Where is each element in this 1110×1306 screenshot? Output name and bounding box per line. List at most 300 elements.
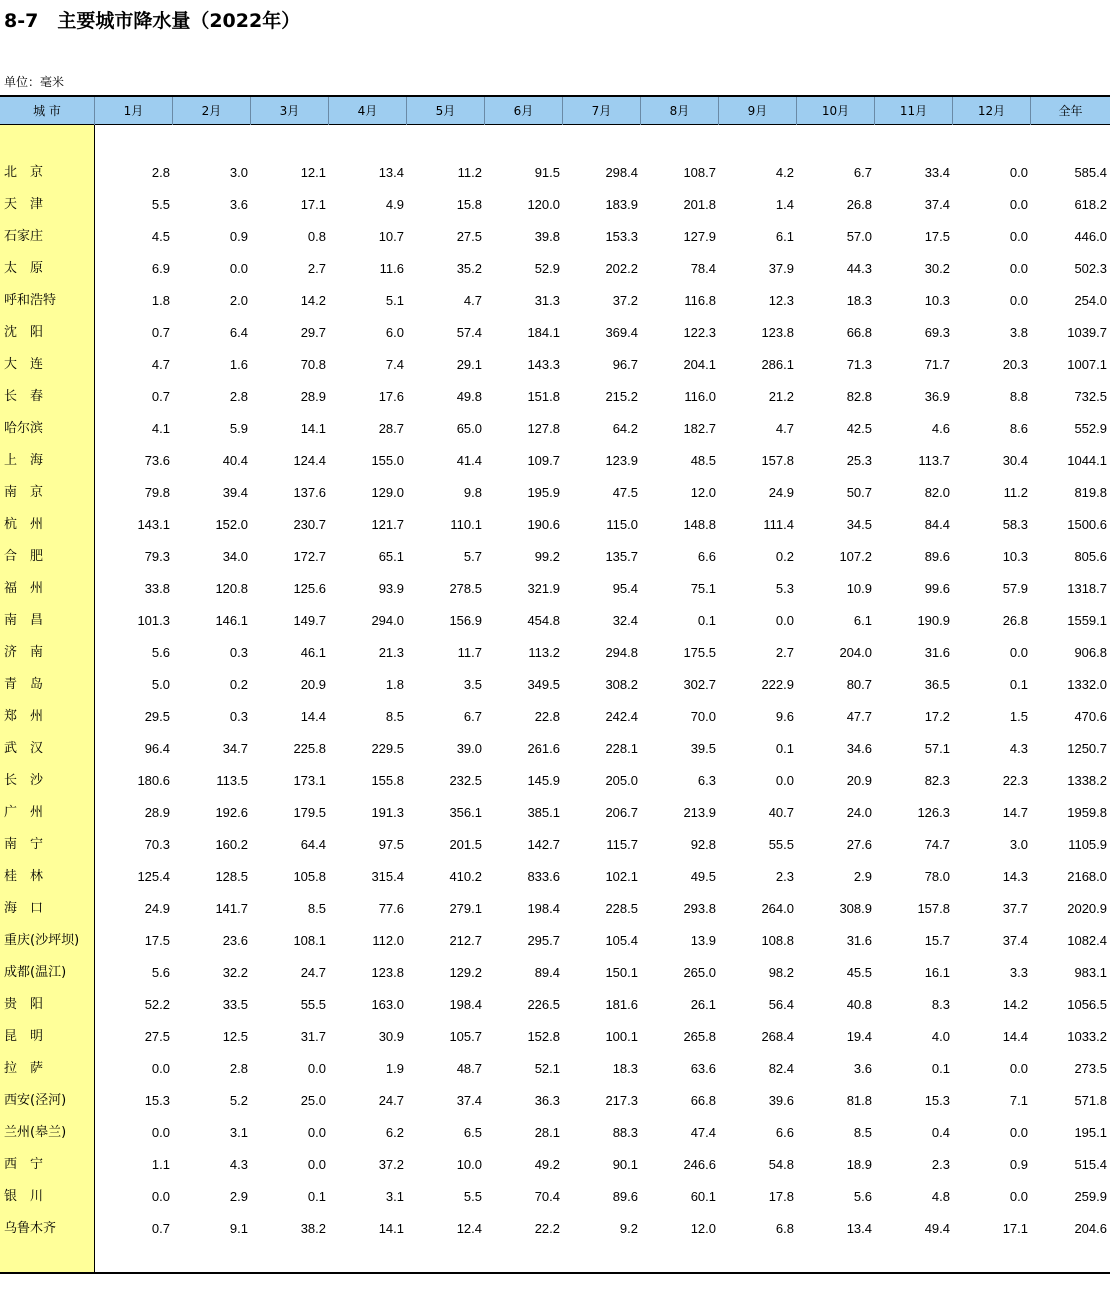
- monthly-value-cell: 57.4: [456, 325, 482, 340]
- header-month: 4月: [329, 97, 407, 125]
- monthly-value-cell: 1.1: [151, 1157, 170, 1172]
- table-row: [0, 1053, 1110, 1085]
- city-name: 拉 萨: [4, 1061, 44, 1076]
- monthly-value-cell: 198.4: [527, 901, 560, 916]
- table-row: [0, 733, 1110, 765]
- monthly-value-cell: 175.5: [683, 645, 716, 660]
- monthly-value-cell: 6.7: [853, 165, 872, 180]
- monthly-value-cell: 454.8: [527, 613, 560, 628]
- monthly-value-cell: 265.8: [683, 1029, 716, 1044]
- monthly-value-cell: 142.7: [527, 837, 560, 852]
- monthly-value-cell: 4.5: [151, 229, 170, 244]
- monthly-value-cell: 14.3: [1002, 869, 1028, 884]
- monthly-value-cell: 0.1: [307, 1189, 326, 1204]
- table-row: [0, 285, 1110, 317]
- annual-total-cell: 204.6: [1074, 1221, 1107, 1236]
- monthly-value-cell: 31.3: [534, 293, 560, 308]
- monthly-value-cell: 2.7: [307, 261, 326, 276]
- monthly-value-cell: 91.5: [534, 165, 560, 180]
- monthly-value-cell: 116.8: [684, 293, 716, 308]
- monthly-value-cell: 149.7: [293, 613, 326, 628]
- monthly-value-cell: 27.5: [456, 229, 482, 244]
- table-row: [0, 669, 1110, 701]
- monthly-value-cell: 36.5: [924, 677, 950, 692]
- table-row: [0, 221, 1110, 253]
- precipitation-table: [0, 95, 1110, 125]
- monthly-value-cell: 0.7: [151, 1221, 170, 1236]
- monthly-value-cell: 242.4: [605, 709, 638, 724]
- monthly-value-cell: 52.1: [534, 1061, 560, 1076]
- monthly-value-cell: 222.9: [761, 677, 794, 692]
- monthly-value-cell: 116.0: [684, 389, 716, 404]
- monthly-value-cell: 172.7: [293, 549, 326, 564]
- monthly-value-cell: 18.3: [846, 293, 872, 308]
- monthly-value-cell: 37.4: [1002, 933, 1028, 948]
- monthly-value-cell: 286.1: [761, 357, 794, 372]
- table-row: [0, 1213, 1110, 1245]
- table-row: [0, 829, 1110, 861]
- monthly-value-cell: 105.7: [449, 1029, 482, 1044]
- header-month: 10月: [797, 97, 875, 125]
- monthly-value-cell: 5.9: [229, 421, 248, 436]
- monthly-value-cell: 152.0: [215, 517, 248, 532]
- header-month: 12月: [953, 97, 1031, 125]
- monthly-value-cell: 7.1: [1009, 1093, 1028, 1108]
- monthly-value-cell: 204.0: [839, 645, 872, 660]
- monthly-value-cell: 22.8: [534, 709, 560, 724]
- monthly-value-cell: 110.1: [450, 517, 482, 532]
- monthly-value-cell: 195.9: [527, 485, 560, 500]
- monthly-value-cell: 105.4: [605, 933, 638, 948]
- annual-total-cell: 1082.4: [1067, 933, 1107, 948]
- monthly-value-cell: 8.5: [853, 1125, 872, 1140]
- monthly-value-cell: 4.7: [151, 357, 170, 372]
- annual-total-cell: 1500.6: [1067, 517, 1107, 532]
- monthly-value-cell: 202.2: [605, 261, 638, 276]
- monthly-value-cell: 5.7: [463, 549, 482, 564]
- monthly-value-cell: 49.2: [534, 1157, 560, 1172]
- monthly-value-cell: 33.4: [924, 165, 950, 180]
- monthly-value-cell: 2.9: [229, 1189, 248, 1204]
- table-row: [0, 317, 1110, 349]
- annual-total-cell: 515.4: [1074, 1157, 1107, 1172]
- monthly-value-cell: 3.1: [385, 1189, 404, 1204]
- monthly-value-cell: 5.6: [151, 965, 170, 980]
- monthly-value-cell: 14.4: [300, 709, 326, 724]
- monthly-value-cell: 0.0: [1009, 645, 1028, 660]
- monthly-value-cell: 115.7: [606, 837, 638, 852]
- monthly-value-cell: 56.4: [768, 997, 794, 1012]
- monthly-value-cell: 30.2: [924, 261, 950, 276]
- monthly-value-cell: 17.1: [1002, 1221, 1028, 1236]
- monthly-value-cell: 8.5: [307, 901, 326, 916]
- monthly-value-cell: 181.6: [605, 997, 638, 1012]
- monthly-value-cell: 81.8: [846, 1093, 872, 1108]
- monthly-value-cell: 6.5: [463, 1125, 482, 1140]
- monthly-value-cell: 6.3: [697, 773, 716, 788]
- monthly-value-cell: 18.9: [846, 1157, 872, 1172]
- monthly-value-cell: 113.5: [216, 773, 248, 788]
- monthly-value-cell: 246.6: [683, 1157, 716, 1172]
- monthly-value-cell: 0.0: [1009, 197, 1028, 212]
- monthly-value-cell: 356.1: [449, 805, 482, 820]
- monthly-value-cell: 49.8: [456, 389, 482, 404]
- annual-total-cell: 1318.7: [1067, 581, 1107, 596]
- header-month: 5月: [407, 97, 485, 125]
- monthly-value-cell: 1.6: [229, 357, 248, 372]
- monthly-value-cell: 17.5: [144, 933, 170, 948]
- monthly-value-cell: 308.9: [839, 901, 872, 916]
- monthly-value-cell: 9.2: [619, 1221, 638, 1236]
- monthly-value-cell: 78.0: [924, 869, 950, 884]
- monthly-value-cell: 4.9: [385, 197, 404, 212]
- monthly-value-cell: 82.4: [768, 1061, 794, 1076]
- monthly-value-cell: 6.8: [775, 1221, 794, 1236]
- monthly-value-cell: 90.1: [612, 1157, 638, 1172]
- monthly-value-cell: 151.8: [527, 389, 560, 404]
- annual-total-cell: 2168.0: [1067, 869, 1107, 884]
- monthly-value-cell: 35.2: [456, 261, 482, 276]
- monthly-value-cell: 124.4: [293, 453, 326, 468]
- monthly-value-cell: 0.9: [229, 229, 248, 244]
- monthly-value-cell: 57.9: [1002, 581, 1028, 596]
- monthly-value-cell: 28.7: [378, 421, 404, 436]
- monthly-value-cell: 48.7: [456, 1061, 482, 1076]
- annual-total-cell: 1033.2: [1067, 1029, 1107, 1044]
- monthly-value-cell: 74.7: [924, 837, 950, 852]
- monthly-value-cell: 65.0: [456, 421, 482, 436]
- table-row: [0, 765, 1110, 797]
- monthly-value-cell: 49.5: [690, 869, 716, 884]
- city-name: 广 州: [4, 805, 44, 820]
- city-name: 石家庄: [4, 229, 44, 244]
- monthly-value-cell: 0.8: [307, 229, 326, 244]
- monthly-value-cell: 0.0: [1009, 293, 1028, 308]
- monthly-value-cell: 82.8: [846, 389, 872, 404]
- monthly-value-cell: 24.9: [768, 485, 794, 500]
- monthly-value-cell: 173.1: [293, 773, 326, 788]
- table-row: [0, 989, 1110, 1021]
- monthly-value-cell: 0.0: [151, 1061, 170, 1076]
- monthly-value-cell: 47.4: [690, 1125, 716, 1140]
- monthly-value-cell: 2.8: [151, 165, 170, 180]
- monthly-value-cell: 52.9: [534, 261, 560, 276]
- monthly-value-cell: 201.5: [449, 837, 482, 852]
- monthly-value-cell: 11.7: [457, 645, 482, 660]
- monthly-value-cell: 12.0: [690, 485, 716, 500]
- monthly-value-cell: 27.5: [144, 1029, 170, 1044]
- annual-total-cell: 502.3: [1074, 261, 1107, 276]
- monthly-value-cell: 157.8: [917, 901, 950, 916]
- monthly-value-cell: 1.5: [1009, 709, 1028, 724]
- monthly-value-cell: 18.3: [612, 1061, 638, 1076]
- monthly-value-cell: 24.7: [300, 965, 326, 980]
- monthly-value-cell: 13.4: [846, 1221, 872, 1236]
- monthly-value-cell: 17.6: [378, 389, 404, 404]
- monthly-value-cell: 65.1: [378, 549, 404, 564]
- city-name: 福 州: [4, 581, 44, 596]
- table-row: [0, 157, 1110, 189]
- annual-total-cell: 1007.1: [1067, 357, 1107, 372]
- table-header: [0, 95, 1110, 125]
- monthly-value-cell: 44.3: [846, 261, 872, 276]
- monthly-value-cell: 146.1: [215, 613, 248, 628]
- table-row: [0, 1149, 1110, 1181]
- monthly-value-cell: 32.4: [612, 613, 638, 628]
- monthly-value-cell: 0.7: [151, 325, 170, 340]
- monthly-value-cell: 73.6: [144, 453, 170, 468]
- monthly-value-cell: 125.6: [293, 581, 326, 596]
- monthly-value-cell: 96.4: [144, 741, 170, 756]
- table-row: [0, 573, 1110, 605]
- city-name: 西 宁: [4, 1157, 44, 1172]
- monthly-value-cell: 11.2: [1003, 485, 1028, 500]
- monthly-value-cell: 6.1: [775, 229, 794, 244]
- monthly-value-cell: 38.2: [300, 1221, 326, 1236]
- monthly-value-cell: 17.8: [768, 1189, 794, 1204]
- monthly-value-cell: 49.4: [924, 1221, 950, 1236]
- monthly-value-cell: 2.8: [229, 389, 248, 404]
- annual-total-cell: 259.9: [1074, 1189, 1107, 1204]
- city-name: 呼和浩特: [4, 293, 57, 308]
- monthly-value-cell: 88.3: [612, 1125, 638, 1140]
- monthly-value-cell: 70.4: [534, 1189, 560, 1204]
- monthly-value-cell: 137.6: [293, 485, 326, 500]
- city-name: 桂 林: [4, 869, 44, 884]
- monthly-value-cell: 30.4: [1002, 453, 1028, 468]
- city-name: 长 春: [4, 389, 44, 404]
- monthly-value-cell: 15.7: [924, 933, 950, 948]
- city-name: 杭 州: [4, 517, 44, 532]
- monthly-value-cell: 0.0: [775, 613, 794, 628]
- monthly-value-cell: 37.4: [456, 1093, 482, 1108]
- monthly-value-cell: 79.8: [144, 485, 170, 500]
- monthly-value-cell: 45.5: [846, 965, 872, 980]
- monthly-value-cell: 5.3: [775, 581, 794, 596]
- monthly-value-cell: 64.4: [300, 837, 326, 852]
- header-month: 3月: [251, 97, 329, 125]
- monthly-value-cell: 321.9: [527, 581, 560, 596]
- monthly-value-cell: 12.1: [300, 165, 326, 180]
- monthly-value-cell: 4.7: [775, 421, 794, 436]
- header-month: 1月: [95, 97, 173, 125]
- monthly-value-cell: 268.4: [761, 1029, 794, 1044]
- monthly-value-cell: 0.1: [775, 741, 794, 756]
- monthly-value-cell: 0.0: [1009, 229, 1028, 244]
- annual-total-cell: 1039.7: [1067, 325, 1107, 340]
- table-body: [0, 125, 1110, 1273]
- monthly-value-cell: 30.9: [378, 1029, 404, 1044]
- monthly-value-cell: 212.7: [449, 933, 482, 948]
- monthly-value-cell: 6.6: [775, 1125, 794, 1140]
- monthly-value-cell: 60.1: [690, 1189, 716, 1204]
- monthly-value-cell: 6.7: [463, 709, 482, 724]
- monthly-value-cell: 33.5: [222, 997, 248, 1012]
- monthly-value-cell: 111.4: [763, 517, 794, 532]
- city-name: 南 昌: [4, 613, 44, 628]
- monthly-value-cell: 0.3: [229, 709, 248, 724]
- monthly-value-cell: 39.0: [456, 741, 482, 756]
- table-row: [0, 1117, 1110, 1149]
- monthly-value-cell: 264.0: [761, 901, 794, 916]
- monthly-value-cell: 52.2: [144, 997, 170, 1012]
- monthly-value-cell: 20.9: [300, 677, 326, 692]
- monthly-value-cell: 1.9: [385, 1061, 404, 1076]
- header-month: 全年: [1058, 104, 1083, 118]
- annual-total-cell: 571.8: [1074, 1093, 1107, 1108]
- monthly-value-cell: 294.8: [605, 645, 638, 660]
- monthly-value-cell: 9.8: [463, 485, 482, 500]
- monthly-value-cell: 31.7: [300, 1029, 326, 1044]
- monthly-value-cell: 265.0: [683, 965, 716, 980]
- annual-total-cell: 195.1: [1074, 1125, 1107, 1140]
- monthly-value-cell: 206.7: [605, 805, 638, 820]
- annual-total-cell: 1559.1: [1067, 613, 1107, 628]
- monthly-value-cell: 10.0: [456, 1157, 482, 1172]
- monthly-value-cell: 0.2: [229, 677, 248, 692]
- monthly-value-cell: 4.1: [151, 421, 170, 436]
- monthly-value-cell: 93.9: [378, 581, 404, 596]
- table-row: [0, 957, 1110, 989]
- city-name: 合 肥: [4, 549, 44, 564]
- monthly-value-cell: 225.8: [293, 741, 326, 756]
- monthly-value-cell: 315.4: [371, 869, 404, 884]
- monthly-value-cell: 123.9: [605, 453, 638, 468]
- monthly-value-cell: 12.4: [456, 1221, 482, 1236]
- monthly-value-cell: 232.5: [449, 773, 482, 788]
- monthly-value-cell: 12.3: [768, 293, 794, 308]
- city-name: 哈尔滨: [4, 421, 44, 436]
- monthly-value-cell: 37.4: [924, 197, 950, 212]
- monthly-value-cell: 2.3: [775, 869, 794, 884]
- monthly-value-cell: 5.5: [463, 1189, 482, 1204]
- monthly-value-cell: 2.7: [775, 645, 794, 660]
- monthly-value-cell: 127.8: [527, 421, 560, 436]
- annual-total-cell: 552.9: [1074, 421, 1107, 436]
- monthly-value-cell: 13.4: [378, 165, 404, 180]
- monthly-value-cell: 98.2: [768, 965, 794, 980]
- monthly-value-cell: 0.1: [697, 613, 716, 628]
- monthly-value-cell: 33.8: [144, 581, 170, 596]
- monthly-value-cell: 156.9: [449, 613, 482, 628]
- monthly-value-cell: 11.2: [457, 165, 482, 180]
- monthly-value-cell: 190.9: [917, 613, 950, 628]
- monthly-value-cell: 15.3: [924, 1093, 950, 1108]
- monthly-value-cell: 39.5: [690, 741, 716, 756]
- monthly-value-cell: 37.2: [612, 293, 638, 308]
- monthly-value-cell: 97.5: [378, 837, 404, 852]
- monthly-value-cell: 6.1: [853, 613, 872, 628]
- monthly-value-cell: 20.9: [846, 773, 872, 788]
- annual-total-cell: 906.8: [1074, 645, 1107, 660]
- monthly-value-cell: 34.7: [222, 741, 248, 756]
- monthly-value-cell: 107.2: [839, 549, 872, 564]
- monthly-value-cell: 15.3: [144, 1093, 170, 1108]
- annual-total-cell: 470.6: [1074, 709, 1107, 724]
- monthly-value-cell: 84.4: [924, 517, 950, 532]
- monthly-value-cell: 215.2: [605, 389, 638, 404]
- monthly-value-cell: 2.9: [853, 869, 872, 884]
- city-name: 银 川: [4, 1189, 44, 1204]
- monthly-value-cell: 155.0: [371, 453, 404, 468]
- city-name: 兰州(皋兰): [4, 1125, 67, 1140]
- annual-total-cell: 585.4: [1074, 165, 1107, 180]
- monthly-value-cell: 229.5: [371, 741, 404, 756]
- monthly-value-cell: 2.0: [229, 293, 248, 308]
- header-month: 8月: [641, 97, 719, 125]
- monthly-value-cell: 278.5: [449, 581, 482, 596]
- monthly-value-cell: 55.5: [300, 997, 326, 1012]
- monthly-value-cell: 99.6: [924, 581, 950, 596]
- monthly-value-cell: 113.2: [528, 645, 560, 660]
- monthly-value-cell: 14.2: [300, 293, 326, 308]
- monthly-value-cell: 0.0: [229, 261, 248, 276]
- table-row: [0, 605, 1110, 637]
- city-name: 贵 阳: [4, 997, 44, 1012]
- monthly-value-cell: 31.6: [846, 933, 872, 948]
- monthly-value-cell: 833.6: [527, 869, 560, 884]
- monthly-value-cell: 5.0: [151, 677, 170, 692]
- monthly-value-cell: 1.8: [151, 293, 170, 308]
- monthly-value-cell: 50.7: [846, 485, 872, 500]
- monthly-value-cell: 14.7: [1002, 805, 1028, 820]
- table-row: [0, 1085, 1110, 1117]
- monthly-value-cell: 108.8: [761, 933, 794, 948]
- monthly-value-cell: 71.7: [924, 357, 950, 372]
- monthly-value-cell: 120.0: [527, 197, 560, 212]
- city-name: 海 口: [4, 901, 44, 916]
- monthly-value-cell: 101.3: [137, 613, 170, 628]
- header-city: 城 市: [0, 97, 95, 125]
- monthly-value-cell: 126.3: [917, 805, 950, 820]
- monthly-value-cell: 70.0: [690, 709, 716, 724]
- monthly-value-cell: 7.4: [385, 357, 404, 372]
- annual-total-cell: 1959.8: [1067, 805, 1107, 820]
- monthly-value-cell: 24.0: [846, 805, 872, 820]
- monthly-value-cell: 39.8: [534, 229, 560, 244]
- monthly-value-cell: 57.0: [846, 229, 872, 244]
- monthly-value-cell: 410.2: [449, 869, 482, 884]
- monthly-value-cell: 14.4: [1002, 1029, 1028, 1044]
- monthly-value-cell: 6.4: [229, 325, 248, 340]
- table-row: [0, 861, 1110, 893]
- monthly-value-cell: 31.6: [924, 645, 950, 660]
- monthly-value-cell: 123.8: [761, 325, 794, 340]
- monthly-value-cell: 0.0: [775, 773, 794, 788]
- monthly-value-cell: 155.8: [371, 773, 404, 788]
- header-month: 9月: [719, 97, 797, 125]
- monthly-value-cell: 148.8: [683, 517, 716, 532]
- monthly-value-cell: 29.7: [300, 325, 326, 340]
- monthly-value-cell: 3.0: [1009, 837, 1028, 852]
- monthly-value-cell: 92.8: [690, 837, 716, 852]
- monthly-value-cell: 6.0: [385, 325, 404, 340]
- annual-total-cell: 732.5: [1074, 389, 1107, 404]
- monthly-value-cell: 47.7: [846, 709, 872, 724]
- table-bottom-border: [0, 1272, 1110, 1274]
- monthly-value-cell: 293.8: [683, 901, 716, 916]
- monthly-value-cell: 16.1: [924, 965, 950, 980]
- monthly-value-cell: 47.5: [612, 485, 638, 500]
- table-row: [0, 1021, 1110, 1053]
- monthly-value-cell: 4.3: [1009, 741, 1028, 756]
- monthly-value-cell: 13.9: [690, 933, 716, 948]
- monthly-value-cell: 22.2: [534, 1221, 560, 1236]
- table-row: [0, 381, 1110, 413]
- monthly-value-cell: 3.1: [229, 1125, 248, 1140]
- monthly-value-cell: 125.4: [137, 869, 170, 884]
- monthly-value-cell: 19.4: [846, 1029, 872, 1044]
